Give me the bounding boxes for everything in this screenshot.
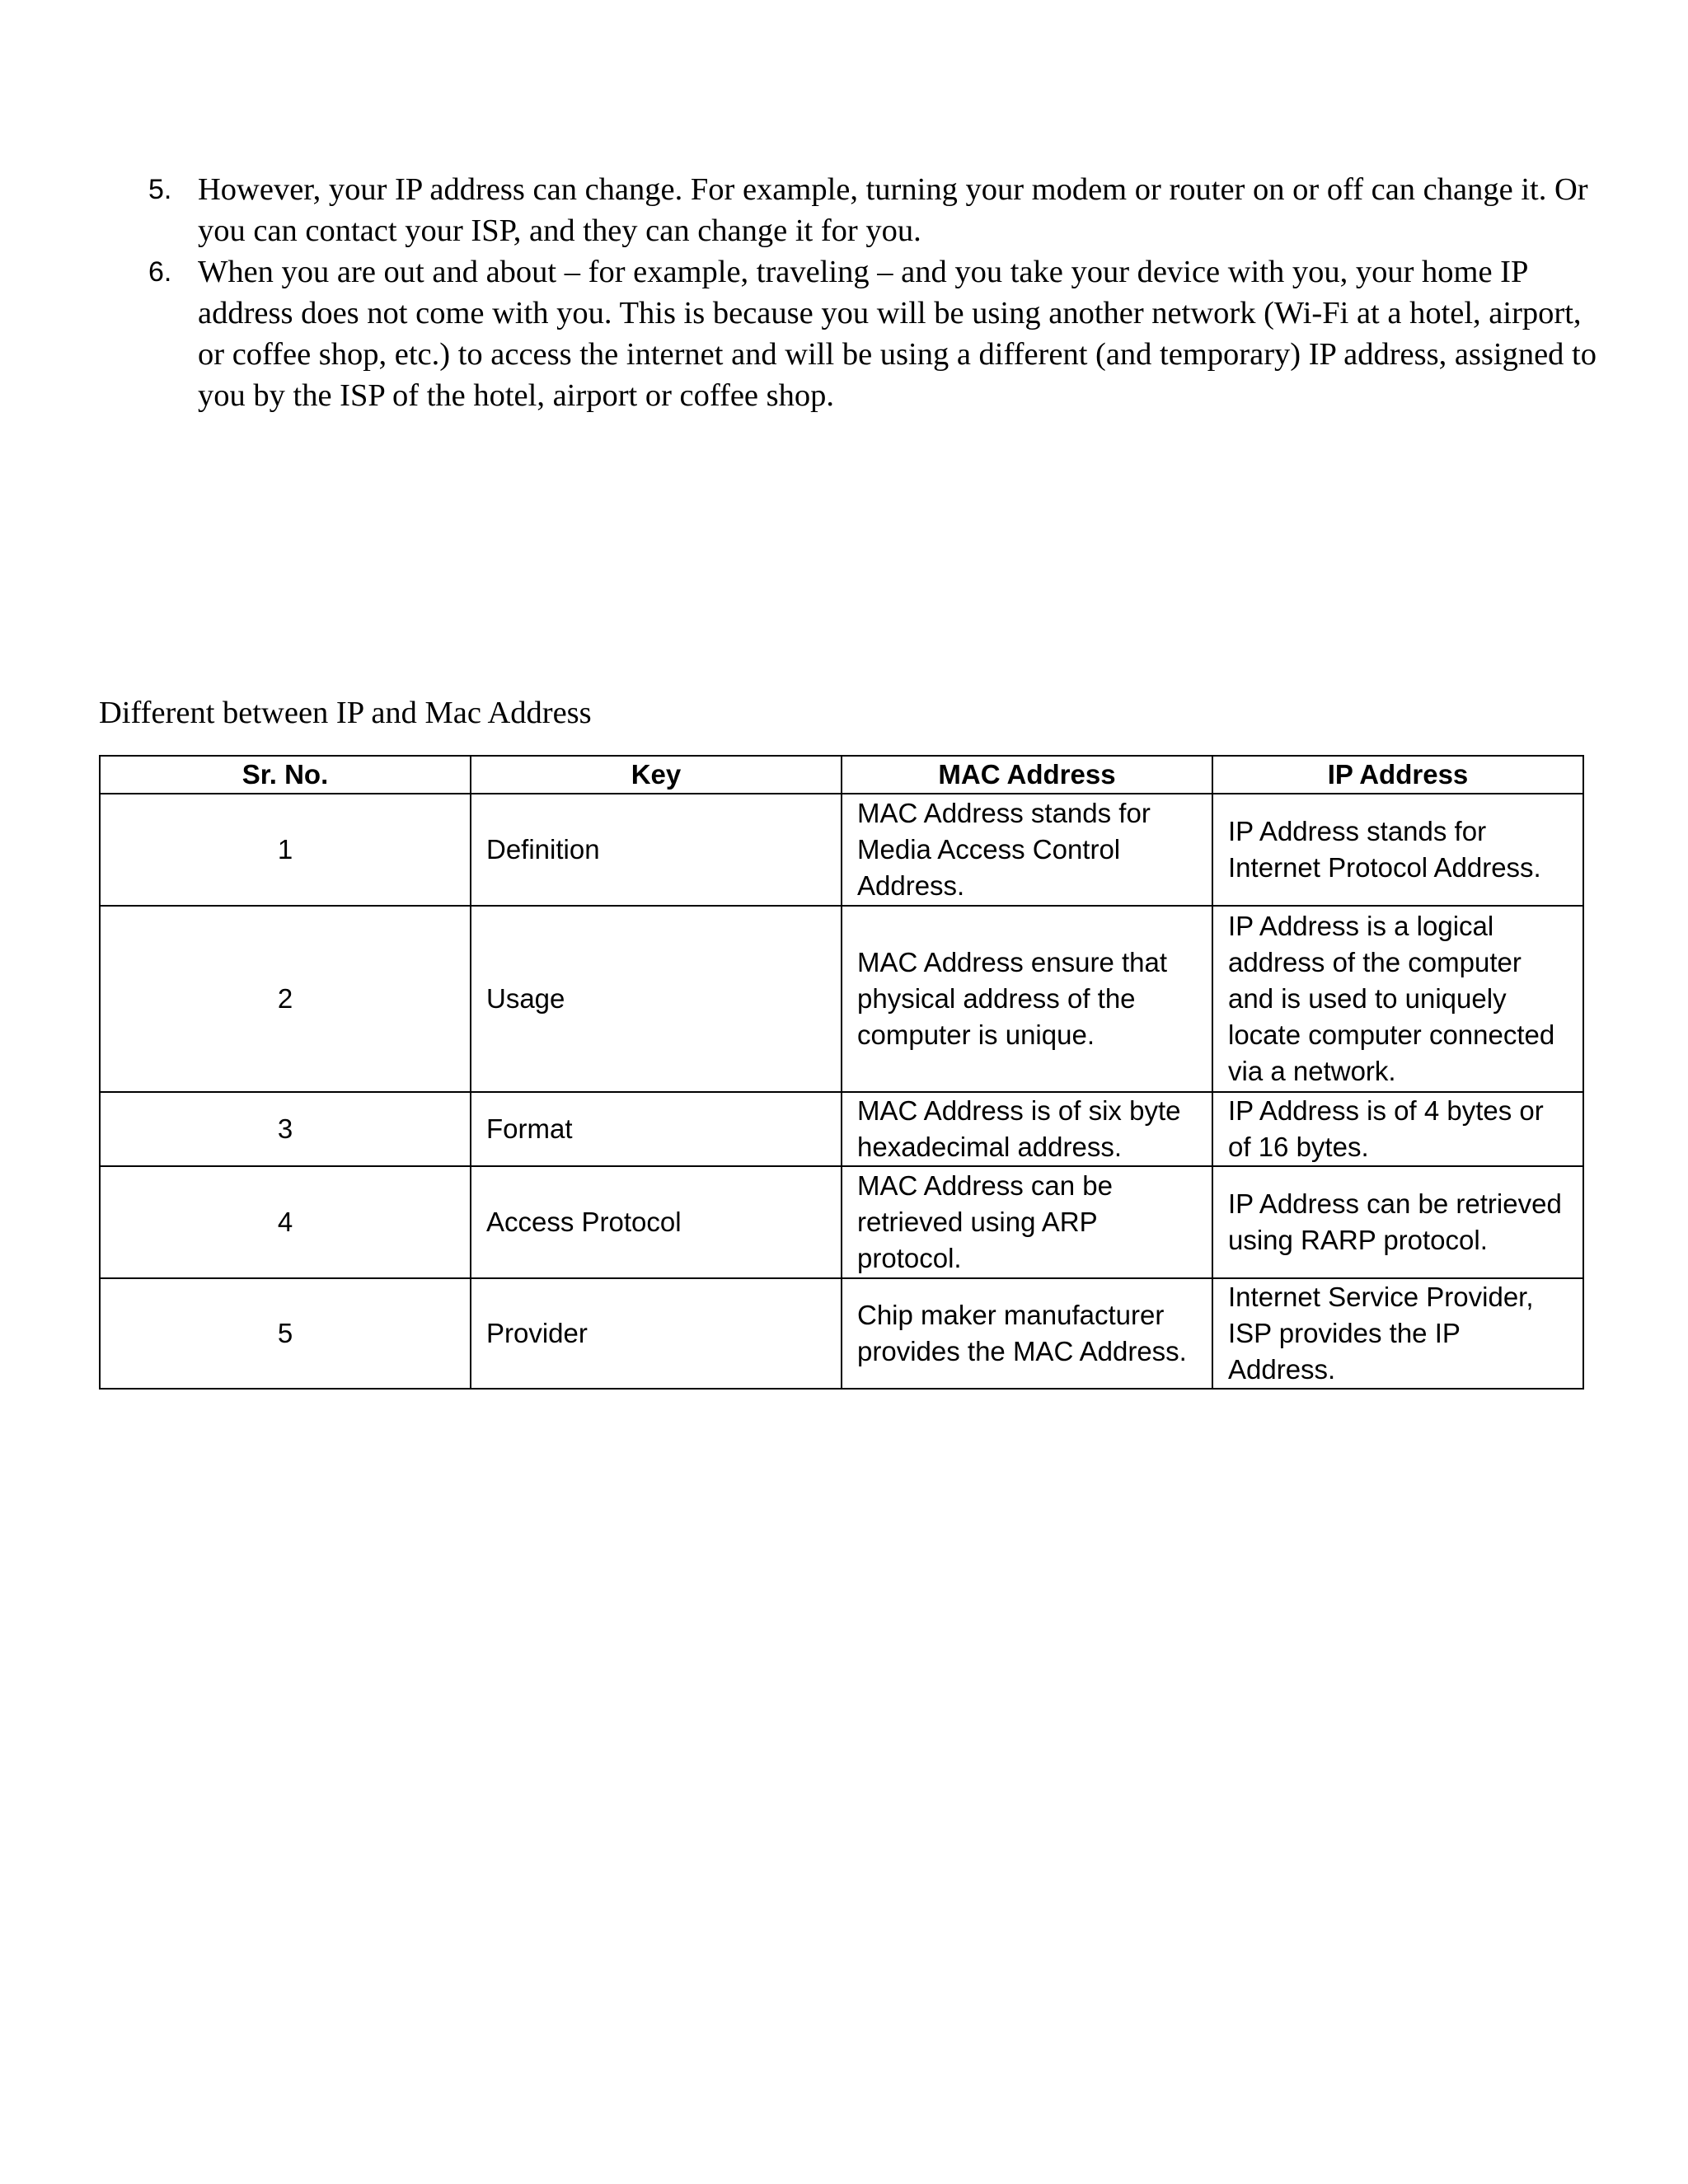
cell-ip-address: IP Address is a logical address of the computer and is used to uniquely locate computer connected via a network. (1212, 906, 1583, 1092)
cell-sr-no: 2 (100, 906, 471, 1092)
cell-sr-no: 4 (100, 1166, 471, 1278)
list-item-number: 5. (148, 174, 172, 205)
cell-ip-address: IP Address stands for Internet Protocol Address. (1212, 794, 1583, 906)
comparison-table (99, 755, 1584, 1390)
list-item (142, 169, 1601, 251)
cell-mac-address: MAC Address stands for Media Access Control Address. (842, 794, 1212, 906)
cell-key: Provider (471, 1278, 842, 1389)
table-row (100, 794, 1583, 906)
cell-mac-address: Chip maker manufacturer provides the MAC Address. (842, 1278, 1212, 1389)
section-title: Different between IP and Mac Address (99, 696, 592, 730)
cell-sr-no: 3 (100, 1092, 471, 1166)
cell-key: Access Protocol (471, 1166, 842, 1278)
table-row (100, 906, 1583, 1092)
list-item-text: However, your IP address can change. For example, turning your modem or router on or off can change it. Or you can contact your ISP, and they can change it for you. (198, 172, 1588, 248)
cell-key: Format (471, 1092, 842, 1166)
cell-mac-address: MAC Address is of six byte hexadecimal address. (842, 1092, 1212, 1166)
cell-ip-address: IP Address can be retrieved using RARP protocol. (1212, 1166, 1583, 1278)
cell-ip-address: Internet Service Provider, ISP provides the IP Address. (1212, 1278, 1583, 1389)
table-header-row (100, 756, 1583, 794)
header-mac-address: MAC Address (842, 756, 1212, 794)
numbered-list (142, 169, 1601, 416)
table-row (100, 1092, 1583, 1166)
cell-sr-no: 5 (100, 1278, 471, 1389)
cell-key: Definition (471, 794, 842, 906)
list-item (142, 251, 1601, 416)
cell-sr-no: 1 (100, 794, 471, 906)
cell-mac-address: MAC Address can be retrieved using ARP protocol. (842, 1166, 1212, 1278)
table-row (100, 1166, 1583, 1278)
header-sr-no: Sr. No. (100, 756, 471, 794)
cell-ip-address: IP Address is of 4 bytes or of 16 bytes. (1212, 1092, 1583, 1166)
header-key: Key (471, 756, 842, 794)
cell-key: Usage (471, 906, 842, 1092)
list-item-number: 6. (148, 256, 172, 288)
table-row (100, 1278, 1583, 1389)
cell-mac-address: MAC Address ensure that physical address of the computer is unique. (842, 906, 1212, 1092)
list-item-text: When you are out and about – for example, traveling – and you take your device with you, your home IP address does not come with you. This is because you will be using another network (Wi-Fi at a hotel, airport, or coffee shop, etc.) to access the internet and will be using a different (and temporary) IP address, assigned to you by the ISP of the hotel, airport or coffee shop. (198, 255, 1597, 413)
header-ip-address: IP Address (1212, 756, 1583, 794)
